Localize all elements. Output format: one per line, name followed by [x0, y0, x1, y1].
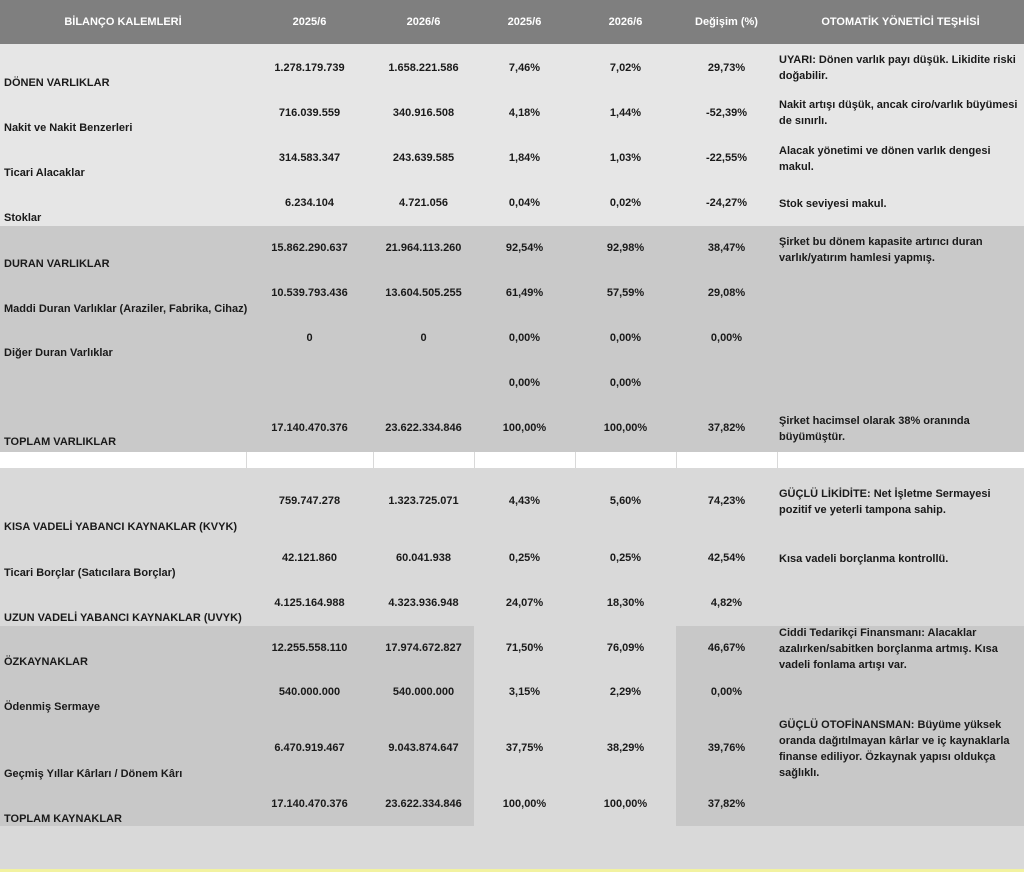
- value-2025: 6.234.104: [285, 197, 334, 209]
- change-pct: 42,54%: [707, 552, 746, 564]
- value-2026: 340.916.508: [392, 107, 455, 119]
- change-pct: 29,08%: [707, 287, 746, 299]
- share-2025: 61,49%: [505, 287, 544, 299]
- header-2026-value: 2026/6: [406, 16, 441, 28]
- value-2026: 1.323.725.071: [388, 495, 459, 507]
- value-2026: 13.604.505.255: [385, 287, 462, 299]
- change-pct: -24,27%: [706, 197, 747, 209]
- share-2026: 92,98%: [606, 242, 645, 254]
- share-2025: 37,75%: [505, 742, 544, 754]
- change-pct: 37,82%: [707, 422, 746, 434]
- value-2025: 540.000.000: [278, 686, 341, 698]
- share-2025: 3,15%: [508, 686, 541, 698]
- change-pct: 74,23%: [707, 495, 746, 507]
- value-2026: 23.622.334.846: [385, 798, 462, 810]
- value-2025: 6.470.919.467: [274, 742, 345, 754]
- value-2025: 0: [306, 332, 313, 344]
- row-label: KISA VADELİ YABANCI KAYNAKLAR (KVYK): [4, 521, 238, 533]
- share-2025: 100,00%: [502, 422, 547, 434]
- share-2026: 0,00%: [609, 377, 642, 389]
- share-2025: 4,43%: [508, 495, 541, 507]
- value-2025: 716.039.559: [278, 107, 341, 119]
- header-2025-share: 2025/6: [507, 16, 542, 28]
- change-pct: 38,47%: [707, 242, 746, 254]
- value-2026: 1.658.221.586: [388, 62, 459, 74]
- section-gap: [0, 452, 1024, 468]
- row-label: TOPLAM KAYNAKLAR: [4, 813, 122, 825]
- header-item: BİLANÇO KALEMLERİ: [64, 16, 182, 28]
- change-pct: 46,67%: [707, 642, 746, 654]
- share-2025: 4,18%: [508, 107, 541, 119]
- diagnosis-note: GÜÇLÜ LİKİDİTE: Net İşletme Sermayesi pozitif ve yeterli tampona sahip.: [779, 488, 991, 516]
- change-pct: 0,00%: [710, 332, 743, 344]
- row-label: Diğer Duran Varlıklar: [4, 347, 113, 359]
- table-header: [0, 0, 1024, 44]
- share-2025: 1,84%: [508, 152, 541, 164]
- share-2025: 0,00%: [508, 332, 541, 344]
- share-2026: 1,44%: [609, 107, 642, 119]
- value-2026: 21.964.113.260: [385, 242, 462, 254]
- value-2026: 17.974.672.827: [385, 642, 462, 654]
- share-2026: 100,00%: [603, 798, 648, 810]
- row-label: ÖZKAYNAKLAR: [4, 656, 88, 668]
- row-label: Ticari Borçlar (Satıcılara Borçlar): [4, 567, 176, 579]
- share-2026: 18,30%: [606, 597, 645, 609]
- value-2026: 4.323.936.948: [388, 597, 459, 609]
- header-diagnosis: OTOMATİK YÖNETİCİ TEŞHİSİ: [821, 16, 980, 28]
- header-change: Değişim (%): [695, 16, 758, 28]
- diagnosis-note: Ciddi Tedarikçi Finansmanı: Alacaklar azalırken/sabitken borçlanma artmış. Kısa vadeli fonlama artışı var.: [779, 627, 998, 671]
- row-label: DÖNEN VARLIKLAR: [4, 77, 110, 89]
- value-2025: 10.539.793.436: [271, 287, 348, 299]
- change-pct: 0,00%: [710, 686, 743, 698]
- diagnosis-note: Şirket bu dönem kapasite artırıcı duran varlık/yatırım hamlesi yapmış.: [779, 236, 983, 264]
- share-2025: 0,25%: [508, 552, 541, 564]
- value-2026: 9.043.874.647: [388, 742, 459, 754]
- share-2026: 0,25%: [609, 552, 642, 564]
- diagnosis-note: UYARI: Dönen varlık payı düşük. Likidite riski doğabilir.: [779, 54, 1016, 82]
- value-2026: 4.721.056: [399, 197, 448, 209]
- diagnosis-note: Nakit artışı düşük, ancak ciro/varlık büyümesi de sınırlı.: [779, 99, 1018, 127]
- value-2026: 60.041.938: [395, 552, 452, 564]
- value-2025: 42.121.860: [281, 552, 338, 564]
- share-2026: 57,59%: [606, 287, 645, 299]
- header-2025-value: 2025/6: [292, 16, 327, 28]
- share-2025: 71,50%: [505, 642, 544, 654]
- value-2026: 23.622.334.846: [385, 422, 462, 434]
- value-2025: 759.747.278: [278, 495, 341, 507]
- change-pct: 37,82%: [707, 798, 746, 810]
- row-label: Maddi Duran Varlıklar (Araziler, Fabrika, Cihaz): [4, 303, 248, 315]
- share-2026: 38,29%: [606, 742, 645, 754]
- share-2026: 1,03%: [609, 152, 642, 164]
- share-2025: 92,54%: [505, 242, 544, 254]
- row-label: Nakit ve Nakit Benzerleri: [4, 122, 133, 134]
- share-2026: 2,29%: [609, 686, 642, 698]
- share-2026: 0,00%: [609, 332, 642, 344]
- value-2025: 17.140.470.376: [271, 798, 348, 810]
- value-2025: 4.125.164.988: [274, 597, 345, 609]
- value-2025: 12.255.558.110: [271, 642, 348, 654]
- share-2025: 100,00%: [502, 798, 547, 810]
- diagnosis-note: Alacak yönetimi ve dönen varlık dengesi makul.: [779, 145, 991, 173]
- value-2025: 1.278.179.739: [274, 62, 345, 74]
- share-2025: 0,00%: [508, 377, 541, 389]
- diagnosis-note: Kısa vadeli borçlanma kontrollü.: [779, 553, 949, 565]
- value-2025: 17.140.470.376: [271, 422, 348, 434]
- value-2025: 15.862.290.637: [271, 242, 348, 254]
- share-2025: 24,07%: [505, 597, 544, 609]
- share-2026: 7,02%: [609, 62, 642, 74]
- row-label: Stoklar: [4, 212, 42, 224]
- value-2025: 314.583.347: [278, 152, 341, 164]
- share-2025: 7,46%: [508, 62, 541, 74]
- row-label: Ticari Alacaklar: [4, 167, 85, 179]
- diagnosis-note: GÜÇLÜ OTOFİNANSMAN: Büyüme yüksek oranda dağıtılmayan kârlar ve iç kaynaklarla finanse ediliyor. Özkaynak yapısı oldukça sağlıklı.: [779, 719, 1010, 779]
- change-pct: -22,55%: [706, 152, 747, 164]
- change-pct: -52,39%: [706, 107, 747, 119]
- change-pct: 4,82%: [710, 597, 743, 609]
- row-label: Ödenmiş Sermaye: [4, 701, 100, 713]
- diagnosis-note: Stok seviyesi makul.: [779, 198, 887, 210]
- change-pct: 29,73%: [707, 62, 746, 74]
- value-2026: 540.000.000: [392, 686, 455, 698]
- change-pct: 39,76%: [707, 742, 746, 754]
- header-2026-share: 2026/6: [608, 16, 643, 28]
- share-2026: 100,00%: [603, 422, 648, 434]
- share-2026: 76,09%: [606, 642, 645, 654]
- diagnosis-note: Şirket hacimsel olarak 38% oranında büyümüştür.: [779, 415, 970, 443]
- row-label: UZUN VADELİ YABANCI KAYNAKLAR (UVYK): [4, 612, 242, 624]
- value-2026: 0: [420, 332, 427, 344]
- row-label: TOPLAM VARLIKLAR: [4, 436, 117, 448]
- share-2026: 0,02%: [609, 197, 642, 209]
- value-2026: 243.639.585: [392, 152, 455, 164]
- row-label: DURAN VARLIKLAR: [4, 258, 110, 270]
- row-label: Geçmiş Yıllar Kârları / Dönem Kârı: [4, 768, 183, 780]
- share-2026: 5,60%: [609, 495, 642, 507]
- share-2025: 0,04%: [508, 197, 541, 209]
